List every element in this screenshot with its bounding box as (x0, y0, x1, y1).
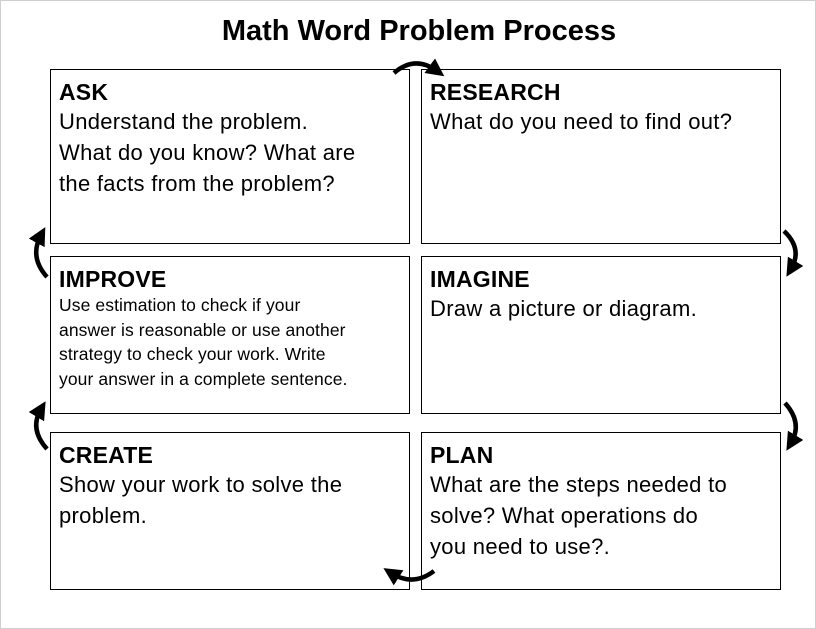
step-heading-improve: IMPROVE (59, 266, 167, 292)
step-heading-plan: PLAN (430, 442, 494, 468)
step-body-create: Show your work to solve the problem. (59, 472, 343, 528)
step-box-plan (421, 432, 781, 590)
step-heading-imagine: IMAGINE (430, 266, 530, 292)
step-box-create (50, 432, 410, 590)
step-heading-ask: ASK (59, 79, 109, 105)
step-body-research: What do you need to find out? (430, 109, 733, 134)
step-heading-research: RESEARCH (430, 79, 561, 105)
step-heading-create: CREATE (59, 442, 154, 468)
step-box-imagine (421, 256, 781, 414)
flow-arrow-research-to-imagine (784, 231, 796, 269)
step-body-plan: What are the steps needed to solve? What operations do you need to use?. (430, 472, 728, 559)
flow-arrow-improve-to-ask (36, 235, 47, 277)
flow-arrow-create-to-improve (36, 409, 47, 449)
step-box-improve (50, 256, 410, 414)
step-box-research (421, 69, 781, 244)
page-title: Math Word Problem Process (221, 15, 617, 47)
step-box-ask (50, 69, 410, 244)
step-body-ask: Understand the problem. What do you know? What are the facts from the problem? (59, 109, 356, 196)
step-body-improve: Use estimation to check if your answer is reasonable or use another strategy to check your work. Write your answer in a complete sentence. (59, 295, 348, 389)
flow-arrow-imagine-to-plan (785, 403, 796, 443)
step-body-imagine: Draw a picture or diagram. (430, 296, 698, 321)
